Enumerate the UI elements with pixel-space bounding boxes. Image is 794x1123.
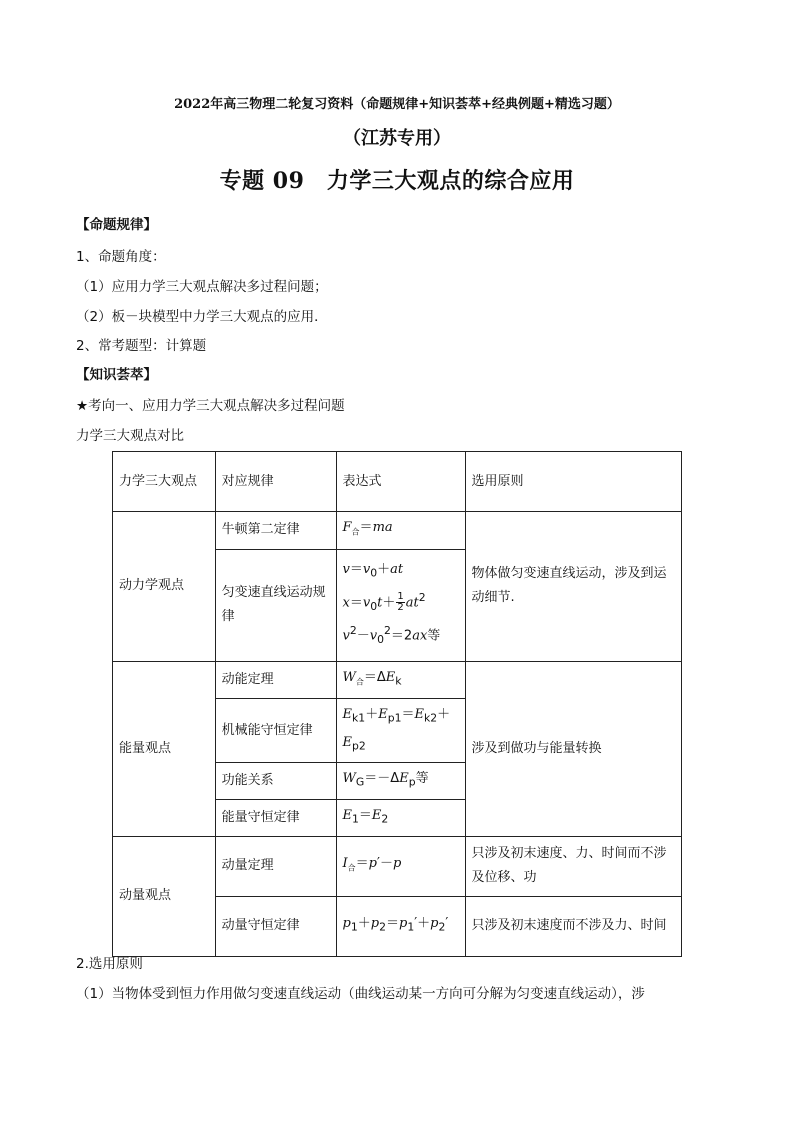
table-row <box>113 836 682 896</box>
header-cell: 力学三大观点 <box>113 452 216 512</box>
formula-cell: $E_1=E_2$ <box>336 799 465 836</box>
rule-item-1: 1、命题角度： <box>76 249 166 265</box>
table-header-row <box>113 452 682 512</box>
principle-cell: 只涉及初末速度而不涉及力、时间 <box>465 896 681 956</box>
section-heading-knowledge: 【知识荟萃】 <box>76 367 157 383</box>
law-cell: 动能定理 <box>215 661 336 699</box>
formula-cell: $W_G=-\Delta E_p$等 <box>336 763 465 800</box>
rule-item-1a: （1）应用力学三大观点解决多过程问题； <box>76 279 328 295</box>
principle-cell: 涉及到做功与能量转换 <box>465 661 681 836</box>
law-cell: 机械能守恒定律 <box>215 699 336 763</box>
formula-cell: $p_1+p_2=p_1'+p_2'$ <box>336 896 465 956</box>
principle-cell: 物体做匀变速直线运动，涉及到运动细节. <box>465 512 681 662</box>
region-subtitle: （江苏专用） <box>343 128 451 149</box>
law-cell: 牛顿第二定律 <box>215 512 336 550</box>
selection-principle-1: （1）当物体受到恒力作用做匀变速直线运动（曲线运动某一方向可分解为匀变速直线运动），涉 <box>76 986 645 1002</box>
view-cell: 动量观点 <box>113 836 216 956</box>
law-cell: 动量定理 <box>215 836 336 896</box>
formula-cell: $I_合=p'-p$ <box>336 836 465 896</box>
formula-cell: $F_合=ma$ <box>336 512 465 550</box>
formula-suffix: 等 <box>415 771 429 787</box>
view-cell: 动力学观点 <box>113 512 216 662</box>
law-cell: 能量守恒定律 <box>215 799 336 836</box>
series-header: 2022年高三物理二轮复习资料（命题规律+知识荟萃+经典例题+精选习题） <box>174 97 620 112</box>
law-cell: 动量守恒定律 <box>215 896 336 956</box>
header-cell: 选用原则 <box>465 452 681 512</box>
page-title: 专题 09 力学三大观点的综合应用 <box>219 168 575 194</box>
direction-1: ★考向一、应用力学三大观点解决多过程问题 <box>76 398 345 414</box>
table-row <box>113 661 682 699</box>
comparison-table <box>112 451 682 957</box>
formula-suffix: 等 <box>427 628 441 644</box>
law-cell: 功能关系 <box>215 763 336 800</box>
header-cell: 表达式 <box>336 452 465 512</box>
table-row <box>113 512 682 550</box>
view-cell: 能量观点 <box>113 661 216 836</box>
selection-principle-heading: 2.选用原则 <box>76 956 143 972</box>
table-caption: 力学三大观点对比 <box>76 428 184 444</box>
header-cell: 对应规律 <box>215 452 336 512</box>
formula-cell: $W_合=\Delta E_k$ <box>336 661 465 699</box>
rule-item-2: 2、常考题型：计算题 <box>76 338 207 354</box>
formula-cell: $v=v_0+at$ $x=v_0t+$ $\frac{1}{2}$ $at^2$ $v^2-v_0^2=2ax$等 <box>336 549 465 661</box>
section-heading-rules: 【命题规律】 <box>76 217 157 233</box>
principle-cell: 只涉及初末速度、力、时间而不涉及位移、功 <box>465 836 681 896</box>
formula-cell: $E_{k1}+E_{p1}=E_{k2}+E_{p2}$ <box>336 699 465 763</box>
rule-item-1b: （2）板－块模型中力学三大观点的应用． <box>76 309 328 325</box>
law-cell: 匀变速直线运动规律 <box>215 549 336 661</box>
